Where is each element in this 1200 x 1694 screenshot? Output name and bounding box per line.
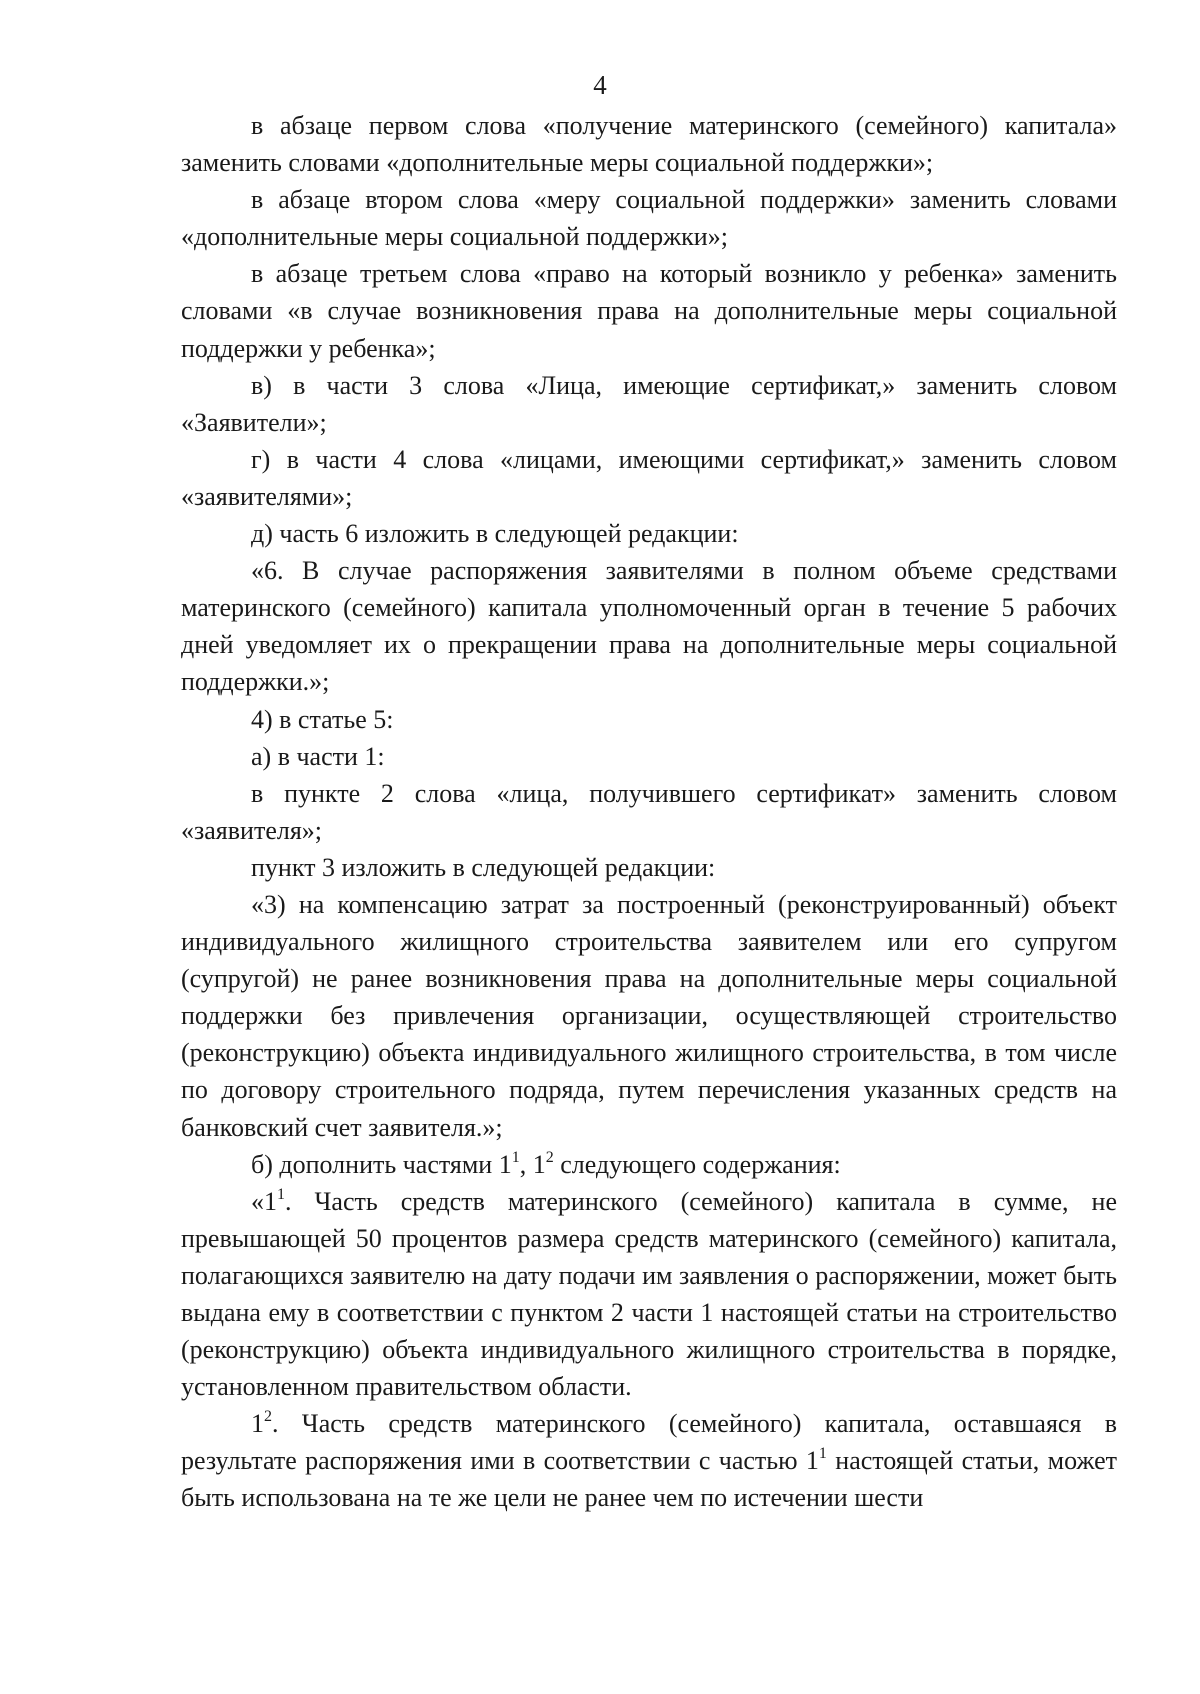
paragraph-text: а) в части 1: [251, 741, 385, 771]
paragraph-text: г) в части 4 слова «лицами, имеющими сертификат,» заменить словом «заявителями»; [181, 444, 1117, 511]
paragraph-text: в абзаце втором слова «меру социальной поддержки» заменить словами «дополнительные меры социальной поддержки»; [181, 185, 1117, 252]
paragraph [181, 775, 1117, 849]
paragraph-text: «3) на компенсацию затрат за построенный (реконструированный) объект индивидуального жилищного строительства заявителем или его супругом (супругой) не ранее возникновения права на дополнительные меры социальной поддержки без привлечения организации, осуществляющей строительство (реконструкцию) объекта индивидуального жилищного строительства, в том числе по договору строительного подряда, путем перечисления указанных средств на банковский счет заявителя.»; [181, 889, 1117, 1142]
paragraph-text: в) в части 3 слова «Лица, имеющие сертификат,» заменить словом «Заявители»; [181, 370, 1117, 437]
paragraph [181, 886, 1117, 1146]
paragraph [181, 1405, 1117, 1516]
paragraph [181, 441, 1117, 515]
paragraph-text: в абзаце первом слова «получение материнского (семейного) капитала» заменить словами «дополнительные меры социальной поддержки»; [181, 111, 1117, 178]
superscript: 2 [264, 1408, 272, 1426]
paragraph-text: пункт 3 изложить в следующей редакции: [251, 852, 716, 882]
paragraph-text: в абзаце третьем слова «право на который возникло у ребенка» заменить словами «в случае возникновения права на дополнительные меры социальной поддержки у ребенка»; [181, 259, 1117, 363]
paragraph-text: «$1^1$. Часть средств материнского (семейного) капитала в сумме, не превышающей 50 процентов размера средств материнского (семейного) капитала, полагающихся заявителю на дату подачи им заявления о распоряжении, может быть выдана ему в соответствии с пунктом 2 части 1 настоящей статьи на строительство (реконструкцию) объекта индивидуального жилищного строительства в порядке, установленном правительством области. [181, 1185, 1117, 1402]
paragraph [181, 1146, 1117, 1183]
paragraph [181, 552, 1117, 700]
paragraph-text: в пункте 2 слова «лица, получившего сертификат» заменить словом «заявителя»; [181, 778, 1117, 845]
paragraph [181, 701, 1117, 738]
paragraph [181, 1183, 1117, 1406]
page-number: 4 [593, 70, 607, 100]
superscript: 1 [511, 1148, 520, 1166]
paragraph-text: $1^2$. Часть средств материнского (семейного) капитала, оставшаяся в результате распоряжения ими в соответствии с частью $1^1$ настоящей статьи, может быть использована на те же цели не ранее чем по истечении шести [181, 1408, 1117, 1513]
paragraph [181, 107, 1117, 181]
paragraph [181, 515, 1117, 552]
paragraph [181, 255, 1117, 366]
superscript: 1 [277, 1185, 285, 1203]
paragraph-text: «6. В случае распоряжения заявителями в полном объеме средствами материнского (семейного) капитала уполномоченный орган в течение 5 рабочих дней уведомляет их о прекращении права на дополнительные меры социальной поддержки.»; [181, 556, 1117, 697]
paragraph-text: б) дополнить частями $1^1$, $1^2$ следующего содержания: [251, 1148, 841, 1179]
paragraph-text: 4) в статье 5: [251, 704, 394, 734]
paragraph [181, 367, 1117, 441]
superscript: 2 [545, 1148, 554, 1166]
document-body [181, 107, 1117, 1517]
paragraph-text: д) часть 6 изложить в следующей редакции: [251, 519, 739, 549]
paragraph [181, 181, 1117, 255]
paragraph [181, 738, 1117, 775]
superscript: 1 [818, 1445, 827, 1463]
paragraph [181, 849, 1117, 886]
